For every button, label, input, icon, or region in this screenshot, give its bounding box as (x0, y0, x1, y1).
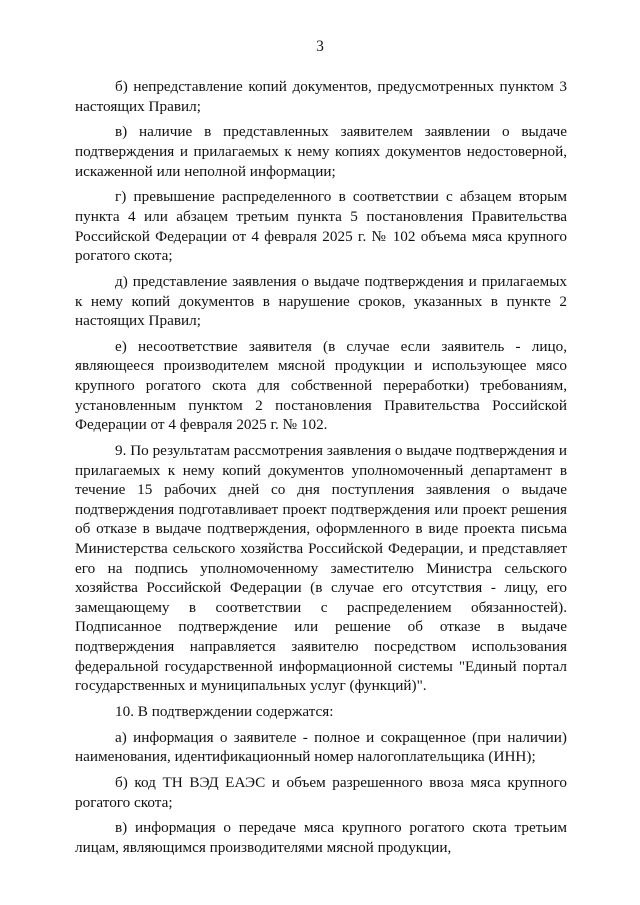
paragraph-10-confirmation-contents: 10. В подтверждении содержатся: (115, 702, 334, 720)
paragraph-v-inaccurate-info: в) наличие в представленных заявителем заявлении о выдаче подтверждения и прилагаемых к нему копиях документов недостоверной, искаженной или неполной информации; (75, 123, 567, 180)
paragraph-d-deadline-violation: д) представление заявления о выдаче подтверждения и прилагаемых к нему копий документов в нарушение сроков, указанных в пункте 2 настоящих Правил; (75, 272, 567, 330)
paragraph-a-applicant-info: а) информация о заявителе - полное и сокращенное (при наличии) наименования, идентификационный номер налогоплательщика (ИНН); (75, 728, 567, 766)
paragraph-g-volume-excess: г) превышение распределенного в соответствии с абзацем вторым пункта 4 или абзацем третьим пункта 5 постановления Правительства Российской Федерации от 4 февраля 2025 г. № 102 объема мяса крупного рогатого скота; (75, 188, 567, 265)
paragraph-b-non-submission: б) непредставление копий документов, предусмотренных пунктом 3 настоящих Правил; (75, 78, 567, 115)
document-body (75, 77, 567, 864)
paragraph-9-review-procedure: 9. По результатам рассмотрения заявления о выдаче подтверждения и прилагаемых к нему копий документов уполномоченный департамент в течение 15 рабочих дней со дня поступления заявления о выдаче подтверждения подготавливает проект подтверждения или проект решения об отказе в выдаче подтверждения, оформленного в виде проекта письма Министерства сельского хозяйства Российской Федерации, и представляет его на подпись уполномоченному заместителю Министра сельского хозяйства Российской Федерации (в случае его отсутствия - лицу, его замещающему в соответствии с распределением обязанностей). Подписанное подтверждение или решение об отказе в выдаче подтверждения направляется заявителю посредством использования федеральной государственной информационной системы "Единый портал государственных и муниципальных услуг (функций)". (75, 442, 567, 695)
paragraph-e-non-compliance: е) несоответствие заявителя (в случае если заявитель - лицо, являющееся производителем мясной продукции и использующее мясо крупного рогатого скота для собственной переработки) требованиям, установленным пунктом 2 постановления Правительства Российской Федерации от 4 февраля 2025 г. № 102. (75, 337, 567, 434)
page-number: 3 (316, 38, 324, 55)
paragraph-v-transfer-info: в) информация о передаче мяса крупного рогатого скота третьим лицам, являющимся производителями мясной продукции, (75, 819, 567, 857)
paragraph-b-hs-code: б) код ТН ВЭД ЕАЭС и объем разрешенного ввоза мяса крупного рогатого скота; (75, 774, 567, 811)
